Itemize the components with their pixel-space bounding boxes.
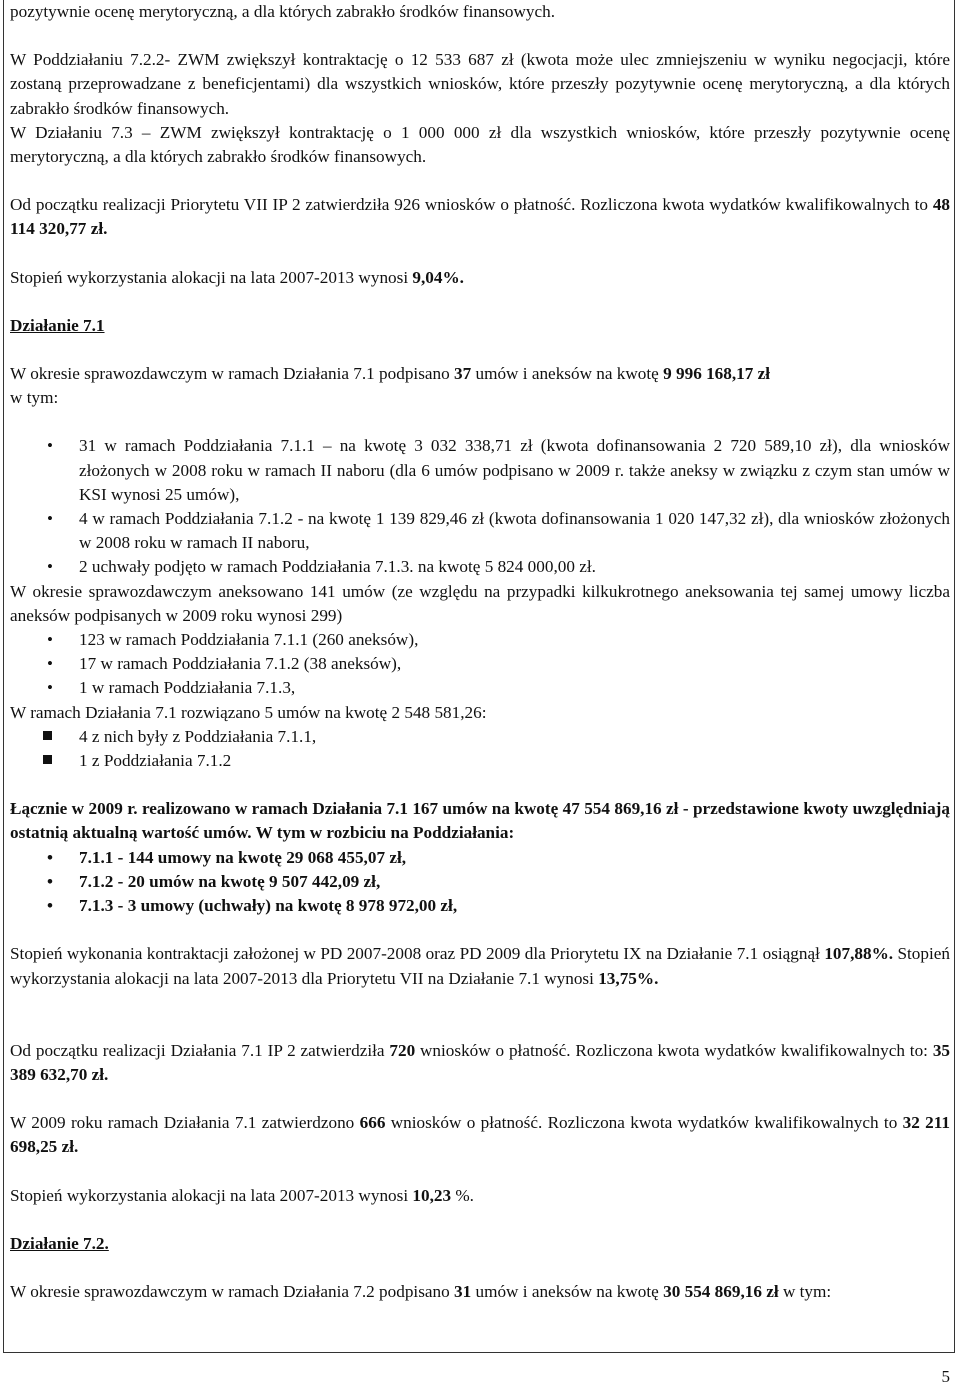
paragraph-7-3: W Działaniu 7.3 – ZWM zwiększył kontraktację o 1 000 000 zł dla wszystkich wniosków, które przeszły pozytywnie ocenę merytoryczną, a dla których zabrakło środków finansowych.	[10, 122, 950, 167]
percent: 10,23	[412, 1185, 452, 1205]
bullet-icon: •	[47, 436, 53, 456]
list-item-text: 7.1.2 - 20 umów na kwotę 9 507 442,09 zł,	[79, 871, 381, 891]
count: 31	[454, 1281, 472, 1301]
amount: 32 211 698,25 zł.	[10, 1113, 950, 1157]
text: %.	[451, 1185, 474, 1205]
bullet-icon: •	[47, 654, 53, 674]
amount: 30 554 869,16 zł	[663, 1281, 779, 1301]
list-item	[10, 555, 950, 579]
list-totals	[10, 846, 950, 919]
percent: 107,88%.	[824, 944, 894, 964]
count: 37	[454, 364, 472, 384]
bullet-icon: •	[47, 847, 53, 867]
text: W 2009 roku ramach Działania 7.1 zatwierdzono	[10, 1113, 360, 1133]
count: 666	[359, 1113, 386, 1133]
text: Stopień wykorzystania alokacji na lata 2007-2013 wynosi	[10, 1185, 413, 1205]
list-item	[10, 870, 950, 894]
square-bullet-icon	[43, 731, 52, 740]
paragraph-terminated: W ramach Działania 7.1 rozwiązano 5 umów na kwotę 2 548 581,26:	[10, 702, 487, 722]
list-item	[10, 846, 950, 870]
list-item-text: 7.1.3 - 3 umowy (uchwały) na kwotę 8 978 972,00 zł,	[79, 896, 458, 916]
heading-dzialanie-7-2: Działanie 7.2.	[10, 1233, 109, 1253]
bullet-icon: •	[47, 630, 53, 650]
amount: 35 389 632,70 zł.	[10, 1040, 950, 1084]
list-terminated	[10, 725, 950, 773]
list-item	[10, 676, 950, 700]
paragraph-priority-vii-payments	[10, 193, 950, 241]
paragraph-totals: Łącznie w 2009 r. realizowano w ramach Działania 7.1 167 umów na kwotę 47 554 869,16 zł - przedstawione kwoty uwzględniają ostatnią aktualną wartość umów. W tym w rozbiciu na Poddziałania:	[10, 799, 950, 843]
paragraph-7-2-signed	[10, 1280, 950, 1304]
list-item-text: 1 z Poddziałania 7.1.2	[79, 751, 232, 771]
paragraph-continuation: pozytywnie ocenę merytoryczną, a dla których zabrakło środków finansowych.	[10, 2, 556, 21]
list-item-text: 4 z nich były z Poddziałania 7.1.1,	[79, 726, 317, 746]
bullet-icon: •	[47, 678, 53, 698]
list-item-text: 31 w ramach Poddziałania 7.1.1 – na kwotę 3 032 338,71 zł (kwota dofinansowania 2 720 589,10 zł), dla wniosków złożonych w 2008 roku w ramach II naboru (dla 6 umów podpisano w 2009 r. także aneksy w związku z czym stan umów w KSI wynosi 25 umów),	[79, 436, 950, 504]
square-bullet-icon	[43, 755, 52, 764]
list-item-text: 17 w ramach Poddziałania 7.1.2 (38 aneksów),	[79, 654, 402, 674]
list-item	[10, 652, 950, 676]
list-item	[10, 628, 950, 652]
bullet-icon: •	[47, 557, 53, 577]
heading-dzialanie-7-1: Działanie 7.1	[10, 315, 105, 335]
percent: 9,04%.	[412, 267, 464, 287]
text: Od początku realizacji Priorytetu VII IP 2 zatwierdziła 926 wniosków o płatność. Rozliczona kwota wydatków kwalifikowalnych to	[10, 195, 933, 215]
count: 720	[389, 1040, 416, 1060]
paragraph-allocation-usage	[10, 266, 950, 290]
text: w tym:	[10, 388, 59, 408]
list-item-text: 4 w ramach Poddziałania 7.1.2 - na kwotę 1 139 829,46 zł (kwota dofinansowania 1 020 147,32 zł), dla wniosków złożonych w 2008 roku w ramach II naboru,	[79, 509, 950, 553]
text: Stopień wykorzystania alokacji na lata 2007-2013 wynosi	[10, 267, 413, 287]
list-item	[10, 434, 950, 507]
percent: 13,75%.	[598, 968, 659, 988]
bullet-icon: •	[47, 871, 53, 891]
paragraph-7-1-signed	[10, 362, 950, 410]
amount: 48 114 320,77 zł.	[10, 195, 950, 239]
paragraph-annexes: W okresie sprawozdawczym aneksowano 141 umów (ze względu na przypadki kilkukrotnego aneksowania tej samej umowy liczba aneksów podpisanych w 2009 roku wynosi 299)	[10, 581, 950, 625]
text: W okresie sprawozdawczym w ramach Działania 7.2 podpisano	[10, 1281, 455, 1301]
bullet-icon: •	[47, 509, 53, 529]
text: umów i aneksów na kwotę	[471, 1281, 664, 1301]
paragraph-7-1-payments-2009	[10, 1111, 950, 1159]
list-item-text: 7.1.1 - 144 umowy na kwotę 29 068 455,07 zł,	[79, 847, 407, 867]
list-contracts	[10, 434, 950, 579]
list-item	[10, 507, 950, 555]
paragraph-7-1-payments-total	[10, 1039, 950, 1087]
list-item-text: 2 uchwały podjęto w ramach Poddziałania 7.1.3. na kwotę 5 824 000,00 zł.	[79, 557, 596, 577]
text: Stopień wykonania kontraktacji założonej w PD 2007-2008 oraz PD 2009 dla Priorytetu IX na Działanie 7.1 osiągnął	[10, 944, 825, 964]
bullet-icon: •	[47, 896, 53, 916]
text: Stopień wykorzystania alokacji na lata 2007-2013 dla Priorytetu VII na Działanie 7.1 wynosi	[10, 944, 950, 988]
list-item-text: 1 w ramach Poddziałania 7.1.3,	[79, 678, 296, 698]
text: wniosków o płatność. Rozliczona kwota wydatków kwalifikowalnych to:	[415, 1040, 933, 1060]
paragraph-contracting-progress	[10, 942, 950, 990]
text: w tym:	[778, 1281, 832, 1301]
list-annexes	[10, 628, 950, 701]
page-number: 5	[941, 1367, 950, 1386]
list-item	[10, 894, 950, 918]
paragraph-7-1-allocation	[10, 1184, 950, 1208]
document-body	[10, 0, 950, 1304]
text: umów i aneksów na kwotę	[471, 364, 664, 384]
paragraph-7-2-2: W Poddziałaniu 7.2.2- ZWM zwiększył kontraktację o 12 533 687 zł (kwota może ulec zmniejszeniu w wyniku negocjacji, które zostaną przeprowadzane z beneficjentami) dla wszystkich wniosków, które przeszły pozytywnie ocenę merytoryczną, a dla których zabrakło środków finansowych.	[10, 50, 950, 118]
list-item	[10, 749, 950, 773]
text: W okresie sprawozdawczym w ramach Działania 7.1 podpisano	[10, 364, 455, 384]
list-item	[10, 725, 950, 749]
text: wniosków o płatność. Rozliczona kwota wydatków kwalifikowalnych to	[385, 1113, 903, 1133]
list-item-text: 123 w ramach Poddziałania 7.1.1 (260 aneksów),	[79, 630, 419, 650]
text: Od początku realizacji Działania 7.1 IP 2 zatwierdziła	[10, 1040, 390, 1060]
amount: 9 996 168,17 zł	[663, 364, 771, 384]
